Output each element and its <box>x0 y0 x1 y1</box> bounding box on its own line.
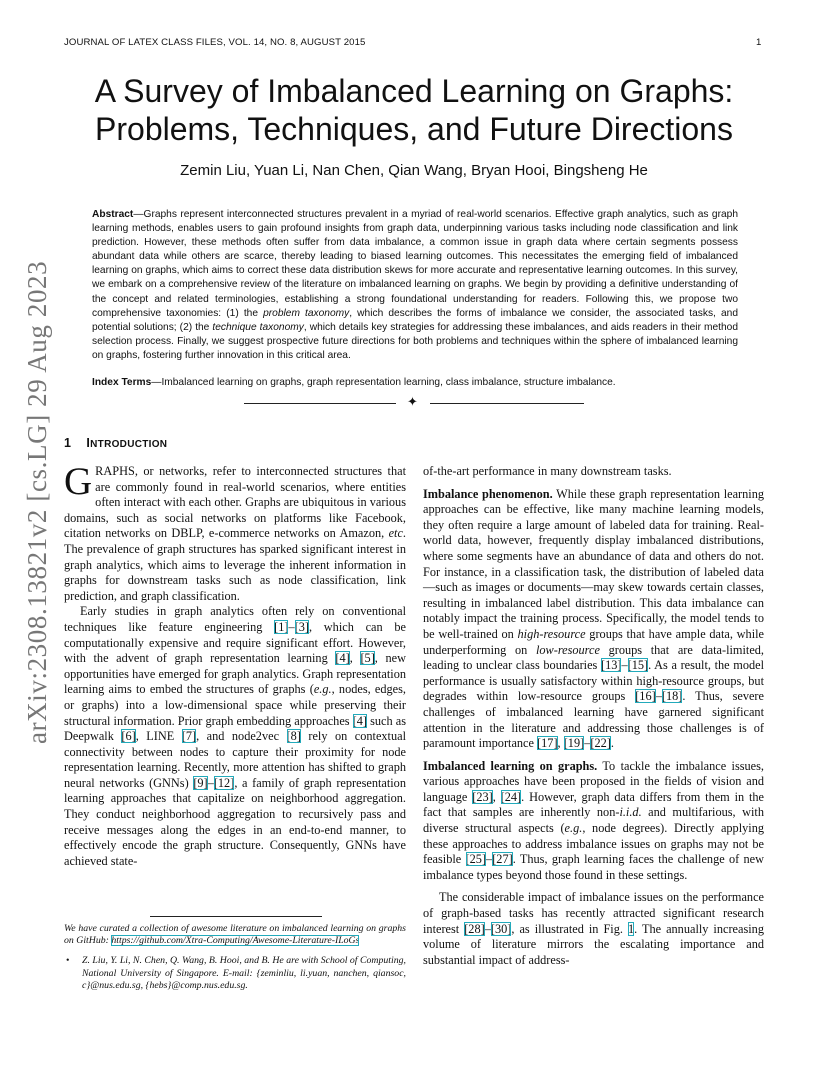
citation-link[interactable]: [13] <box>600 658 622 673</box>
lead-word: RAPHS <box>95 464 135 478</box>
emphasis: i.i.d. <box>619 805 642 820</box>
citation-link[interactable]: [28] <box>464 921 485 936</box>
paragraph-text: , and node2vec <box>196 729 287 744</box>
paragraph-text: groups that are data-limited, leading to unclear class boundaries <box>423 642 765 673</box>
citation-link[interactable]: [8] <box>286 729 301 744</box>
paragraph-heading: Imbalance phenomenon. <box>423 486 553 501</box>
paragraph-imbalance-phenomenon <box>423 487 764 752</box>
footnote-rule <box>150 916 322 917</box>
emphasis: high-resource <box>517 626 586 641</box>
paragraph-heading: Imbalanced learning on graphs. <box>423 758 598 773</box>
paragraph-text: – <box>207 775 214 790</box>
abstract-emphasis: technique taxonomy <box>212 321 304 333</box>
paragraph-text: . The annually increasing volume of literature mirrors the escalating importance and substantial impact of address- <box>423 921 764 967</box>
abstract-text: —Graphs represent interconnected structures prevalent in a myriad of real-world scenarios. Effective graph analytics, such as graph learning methods, enables users to gain profound insights from graph data, underpinning various tasks including node classification and link prediction. However, these methods often suffer from data imbalance, a common issue in graph data where certain segments possess abundant data while others are scarce, thereby leading to biased learning outcomes. This necessitates the emerging field of imbalanced learning on graphs, which aims to correct these data distribution skews for more accurate and representative learning outcomes. In this survey, we embark on a comprehensive review of the literature on imbalanced learning on graphs. We begin by providing a definitive understanding of the concept and related terminologies, establishing a strong foundational understanding for readers. Following this, we propose two comprehensive taxonomies: (1) the <box>92 209 738 319</box>
paragraph-text: . However, graph data differs from them in the fact that samples are inherently non- <box>423 789 765 820</box>
paragraph-text: , <box>349 651 361 666</box>
paragraph-text: , as illustrated in Fig. <box>511 921 628 936</box>
paragraph-text: , LINE <box>135 729 182 744</box>
paragraph-text: . The prevalence of graph structures has sparked significant interest in graph analytics, which aims to leverage the inherent information in graphs for downstream tasks such as node classification, link prediction, and graph classification. <box>64 526 406 603</box>
citation-link[interactable]: [1] <box>274 619 289 634</box>
index-terms <box>92 376 738 390</box>
paragraph-text: , a family of graph representation learning approaches that capitalize on neighborhood aggregation. They conduct neighborhood aggregation to recursively pass and receive messages along the edges in an end-to-end manner, to effectively encode the graph structure. Consequently, GNNs have achieved state- <box>64 775 406 868</box>
paragraph-text: , <box>557 736 564 751</box>
index-terms-label: Index Terms <box>92 377 152 388</box>
citation-link[interactable]: [22] <box>590 736 611 751</box>
paragraph-text: While these graph representation learning approaches can be effective, like many machine learning models, they often require a large amount of labeled data for training. Real-world data, however, frequently display imbalanced distributions, where some segments have an abundance of data and others do not. For instance, in a classification task, the distribution of labeled data—such as images or documents—may skew towards certain classes, resulting in imbalanced label distribution. This data imbalance can notably impact the training process. Specifically, the model tends to be well-trained on <box>423 486 764 641</box>
figure-link[interactable]: 1 <box>627 921 635 936</box>
paragraph-text: . Thus, severe challenges of imbalanced learning have garnered significant attention in the literature and addressing those challenges is of paramount importance <box>423 689 764 751</box>
title-line-2: Problems, Techniques, and Future Directions <box>95 111 733 147</box>
section-divider <box>244 396 584 412</box>
left-column <box>64 460 407 869</box>
paragraph-text: – <box>288 619 295 634</box>
abstract-emphasis: problem taxonomy <box>263 307 350 319</box>
footnote-text: We have curated a collection of awesome literature on imbalanced learning on graphs on GitHub: <box>64 923 406 947</box>
footnote-github <box>64 923 406 947</box>
continued-text: of-the-art performance in many downstream tasks. <box>423 464 672 478</box>
abstract <box>92 208 738 363</box>
footnotes <box>64 923 406 1000</box>
citation-link[interactable]: [15] <box>627 658 649 673</box>
citation-link[interactable]: [17] <box>537 736 558 751</box>
section-title-first: I <box>86 436 91 450</box>
section-heading <box>64 436 167 450</box>
citation-link[interactable]: [24] <box>500 789 522 804</box>
abstract-text: , which details key strategies for addressing these imbalances, and aids readers in their method selection process. Finally, we suggest prospective future directions for both problems and techniques within the sphere of imbalanced learning on graphs, fostering further innovation in this critical area. <box>92 321 739 361</box>
citation-link[interactable]: [6] <box>121 729 136 744</box>
intro-paragraph-1 <box>64 460 406 604</box>
abstract-label: Abstract <box>92 209 134 220</box>
paragraph-text: The considerable impact of imbalance issues on the performance of graph-based tasks has recently attracted significant research interest <box>423 890 764 936</box>
paragraph-text: , node degrees). Directly applying these approaches to address imbalance issues on graphs may not be feasible <box>423 821 764 867</box>
paragraph-text: – <box>486 852 493 867</box>
citation-link[interactable]: [3] <box>294 619 309 634</box>
paragraph-text: . As a result, the model performance is usually satisfactory within high-resource groups, but degrades within low-resource groups <box>423 658 764 704</box>
citation-link[interactable]: [30] <box>490 921 512 936</box>
abstract-text: , which describes the forms of imbalance we consider, the associated tasks, and potential solutions; (2) the <box>92 307 739 333</box>
citation-link[interactable]: [9] <box>193 775 208 790</box>
divider-star-icon: ✦ <box>407 395 418 410</box>
citation-link[interactable]: [25] <box>465 852 487 867</box>
paragraph-text: To tackle the imbalance issues, various approaches have been proposed in the fields of vision and language <box>423 758 764 804</box>
right-column <box>423 464 764 968</box>
paragraph-text: – <box>655 689 662 704</box>
paragraph-text: – <box>621 658 628 673</box>
emphasis: low-resource <box>535 642 600 657</box>
citation-link[interactable]: [27] <box>492 852 513 867</box>
emphasis: etc <box>388 526 403 541</box>
paragraph-text: Early studies in graph analytics often rely on conventional techniques like feature engineering <box>64 604 406 634</box>
author-list: Zemin Liu, Yuan Li, Nan Chen, Qian Wang, Bryan Hooi, Bingsheng He <box>180 162 648 179</box>
citation-link[interactable]: [16] <box>635 689 656 704</box>
paragraph-text: . Thus, graph learning faces the challenge of new imbalance types beyond those found in these settings. <box>423 852 764 882</box>
paragraph-impact <box>423 890 764 968</box>
github-link[interactable]: https://github.com/Xtra-Computing/Awesome-Literature-ILoGs <box>111 935 360 947</box>
paragraph-text: . <box>610 736 614 751</box>
paragraph-text: , nodes, edges, or graphs) into a low-dimensional space while preserving their structural information. Prior graph embedding approaches <box>64 682 407 728</box>
paragraph-imbalanced-learning-on-graphs <box>423 759 764 884</box>
emphasis: e.g. <box>564 821 583 836</box>
paragraph-text: rely on contextual connectivity between nodes to capture their proximity for node representation learning. Recently, more attention has shifted to graph neural networks (GNNs) <box>64 729 406 790</box>
footnote-affiliation: • Z. Liu, Y. Li, N. Chen, Q. Wang, B. Hooi, and B. He are with School of Computing, National University of Singapore. E-mail: {zeminliu, li.yuan, nanchen, qiansoc, c}@nus.edu.sg, {hebs}@comp.nus.edu.sg. <box>64 955 406 992</box>
paragraph-text: – <box>484 921 491 936</box>
paragraph-text: , which can be computationally expensive and require significant effort. However, with the advent of graph representation learning <box>64 619 406 666</box>
citation-link[interactable]: [7] <box>181 729 197 744</box>
paragraph-text: , <box>492 789 501 804</box>
paragraph-text: – <box>584 736 591 751</box>
title-line-1: A Survey of Imbalanced Learning on Graphs: <box>94 73 734 109</box>
paragraph-text: , or networks, refer to interconnected structures that are commonly found in real-world scenarios, where entities often interact with each other. Graphs are ubiquitous in various domains, such as social networks on platforms like Facebook, citation networks on DBLP, e-commerce networks on Amazon, <box>64 464 406 541</box>
citation-link[interactable]: [18] <box>661 689 683 704</box>
paper-title <box>40 72 788 148</box>
citation-link[interactable]: [5] <box>360 651 375 666</box>
emphasis: e.g. <box>313 682 332 697</box>
citation-link[interactable]: [4] <box>335 651 350 666</box>
paragraph-text: groups that have ample data, while underperforming on <box>423 626 764 657</box>
citation-link[interactable]: [12] <box>213 775 235 790</box>
running-header: JOURNAL OF LATEX CLASS FILES, VOL. 14, NO. 8, AUGUST 2015 <box>64 37 366 48</box>
citation-link[interactable]: [4] <box>352 713 368 728</box>
page-number: 1 <box>756 37 762 48</box>
paragraph-text: such as Deepwalk <box>64 713 406 744</box>
citation-link[interactable]: [23] <box>472 789 493 804</box>
section-number: 1 <box>64 436 72 450</box>
index-terms-text: —Imbalanced learning on graphs, graph representation learning, class imbalance, structure imbalance. <box>151 377 616 388</box>
drop-cap: G <box>64 460 93 503</box>
paragraph-text: and multifarious, with diverse structural aspects ( <box>423 805 764 836</box>
section-title-rest: NTRODUCTION <box>90 439 168 450</box>
intro-paragraph-2 <box>64 604 406 869</box>
citation-link[interactable]: [19] <box>563 736 585 751</box>
paragraph-text: , new opportunities have emerged for graph analytics. Graph representation learning aims to embed the structures of graphs ( <box>64 651 407 697</box>
arxiv-identifier-stamp: arXiv:2308.13821v2 [cs.LG] 29 Aug 2023 <box>22 260 52 744</box>
